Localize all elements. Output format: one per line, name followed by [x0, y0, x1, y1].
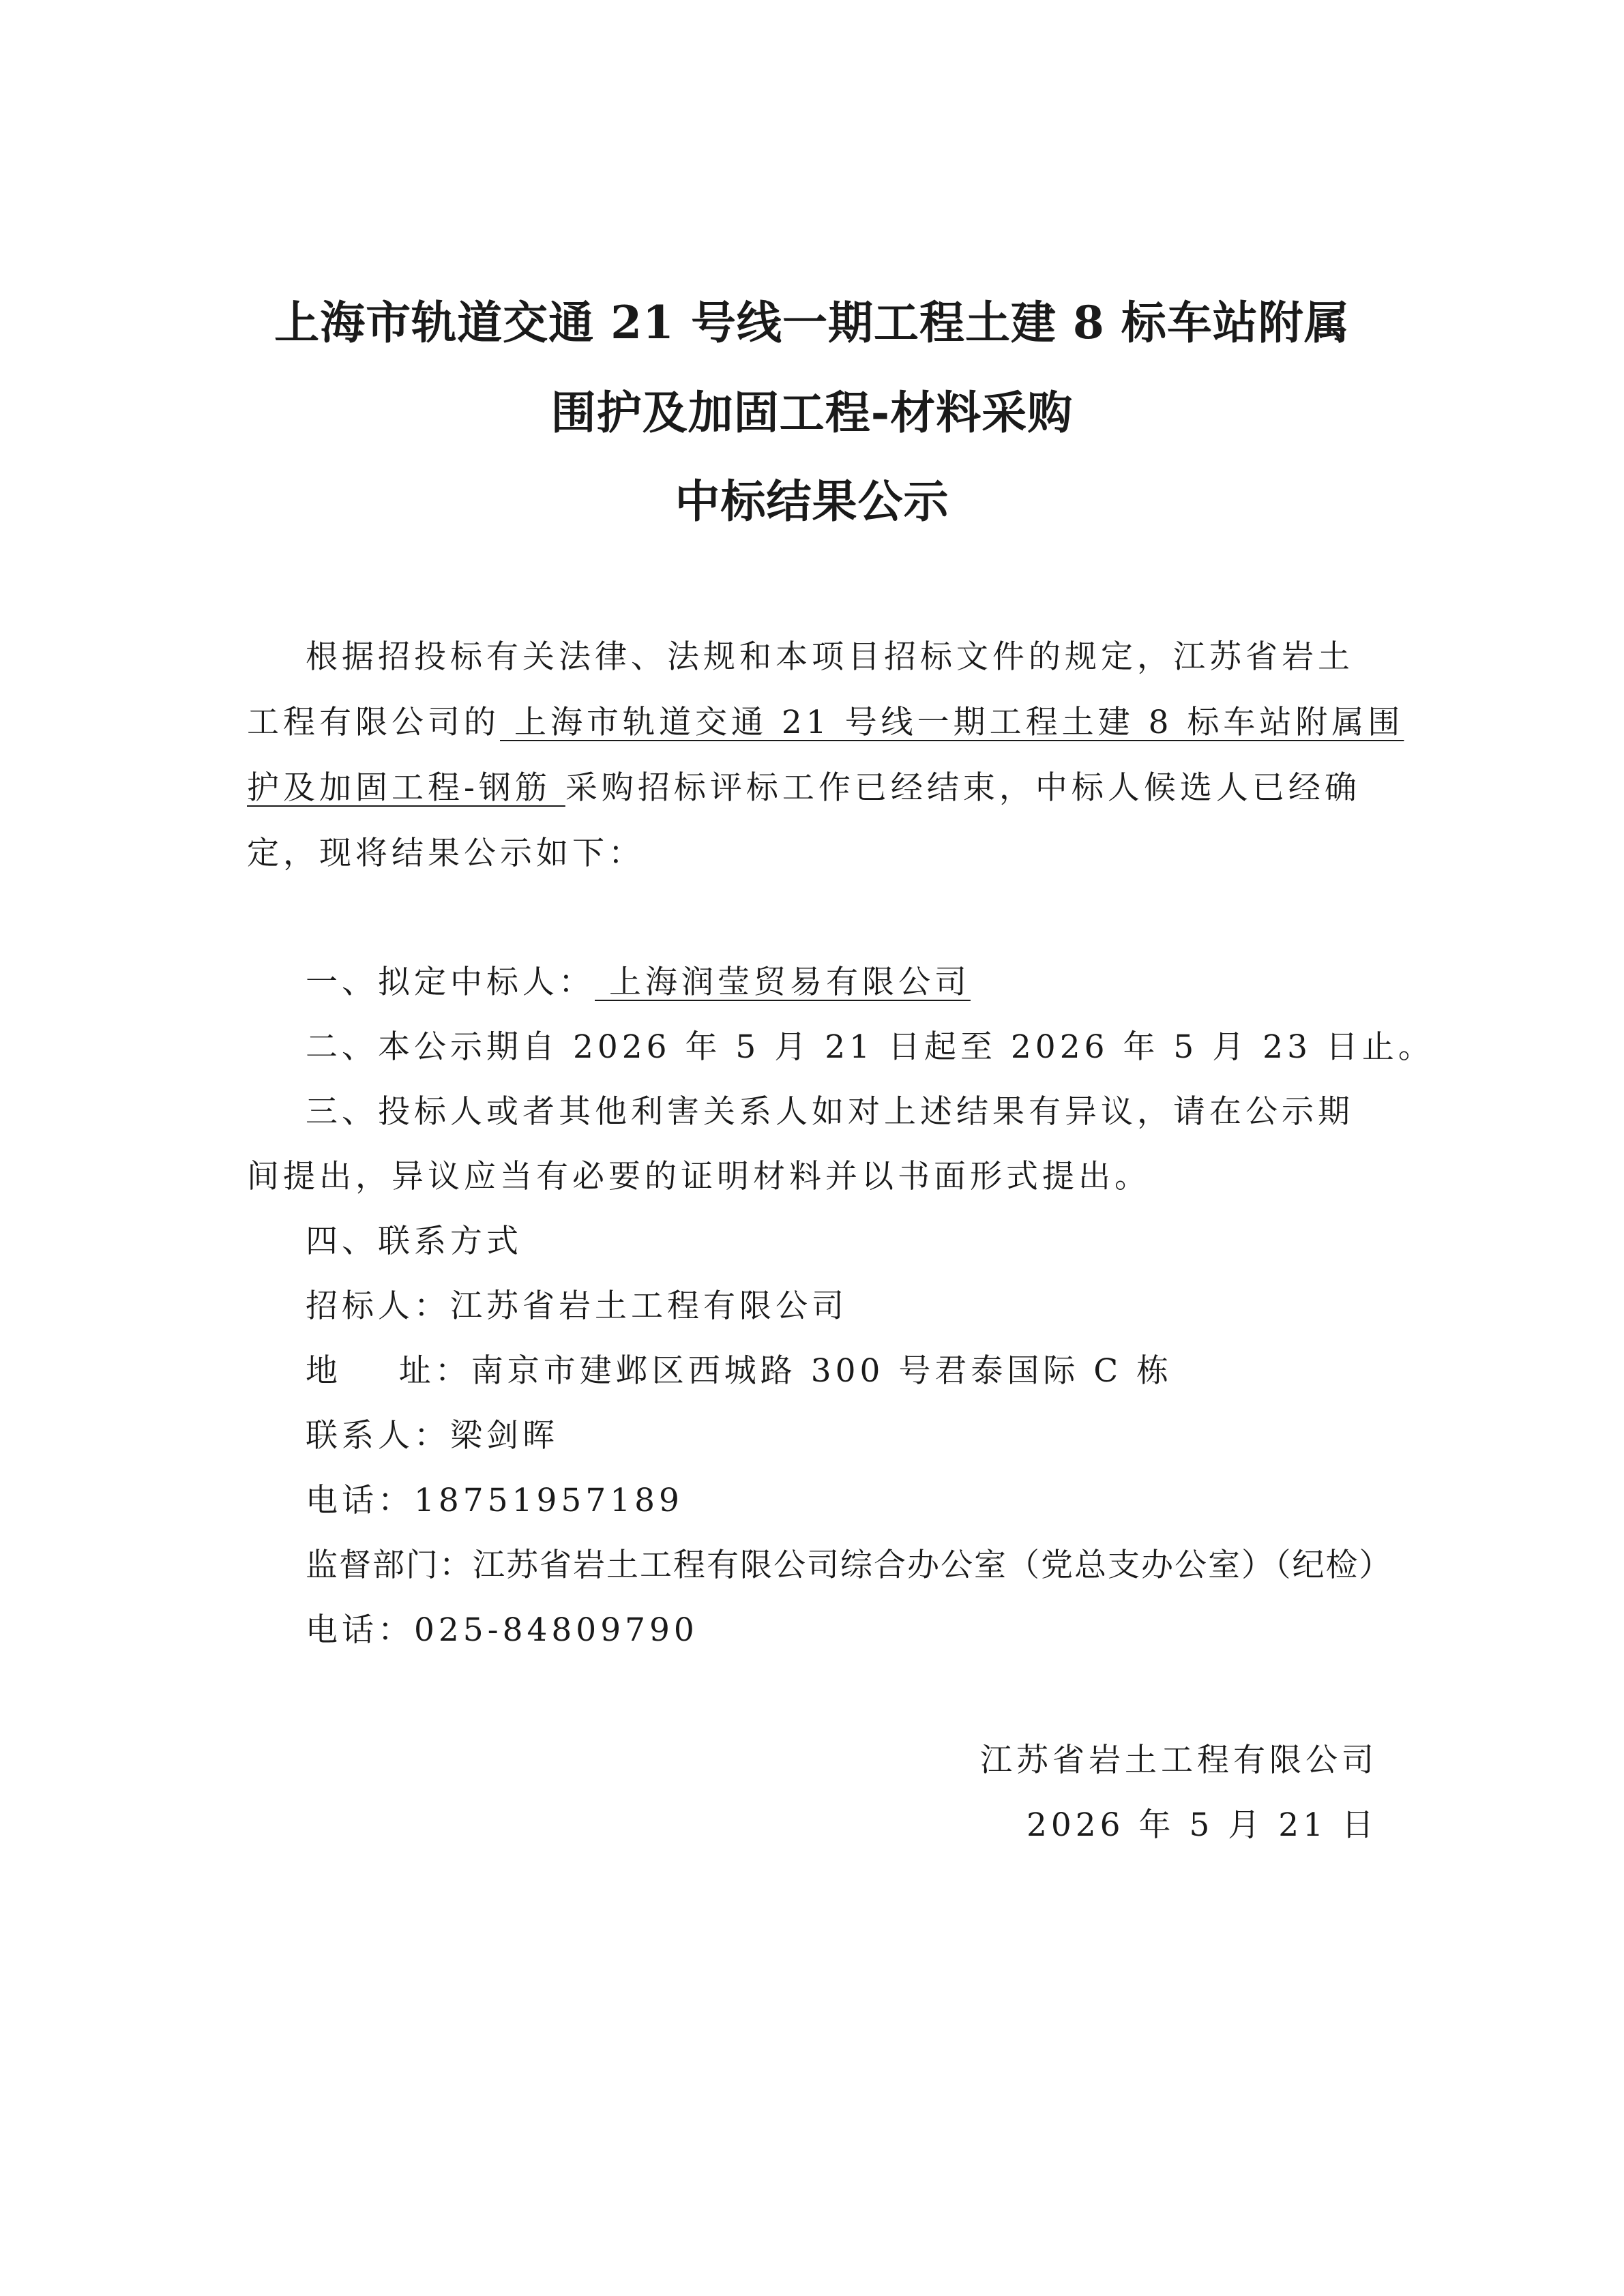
- intro-line-1: 根据招投标有关法律、法规和本项目招标文件的规定，江苏省岩土: [306, 638, 1354, 676]
- winner-line: [306, 964, 971, 1001]
- intro-line-2-prefix: 工程有限公司的: [247, 704, 500, 741]
- objection-line-2: 间提出，异议应当有必要的证明材料并以书面形式提出。: [247, 1158, 1151, 1195]
- intro-line-4: 定，现将结果公示如下：: [247, 835, 645, 872]
- contact-phone: 电话：18751957189: [306, 1482, 683, 1519]
- contact-person: 联系人：梁剑晖: [306, 1417, 559, 1455]
- winner-name: 上海润莹贸易有限公司: [595, 964, 971, 1001]
- signature-date: 2026 年 5 月 21 日: [1026, 1806, 1378, 1844]
- supervision-phone: 电话：025-84809790: [306, 1611, 698, 1649]
- project-name-part-2: 护及加固工程-钢筋: [247, 769, 565, 807]
- document-title-line-3: 中标结果公示: [675, 475, 949, 528]
- intro-line-3-suffix: 采购招标评标工作已经结束，中标人候选人已经确: [565, 769, 1361, 807]
- contact-heading: 四、联系方式: [306, 1223, 522, 1260]
- document-title-line-2: 围护及加固工程-材料采购: [550, 386, 1074, 439]
- publicity-period: 二、本公示期自 2026 年 5 月 21 日起至 2026 年 5 月 23 日止。: [306, 1028, 1434, 1066]
- intro-line-3: [247, 769, 1361, 807]
- address: 地 址：南京市建邺区西城路 300 号君泰国际 C 栋: [306, 1352, 1173, 1390]
- signature-company: 江苏省岩土工程有限公司: [980, 1742, 1378, 1779]
- project-name-part-1: 上海市轨道交通 21 号线一期工程土建 8 标车站附属围: [500, 704, 1404, 741]
- supervision-department: 监督部门：江苏省岩土工程有限公司综合办公室（党总支办公室）（纪检）: [306, 1547, 1393, 1584]
- document-title-line-1: 上海市轨道交通 21 号线一期工程土建 8 标车站附属: [274, 296, 1350, 349]
- winner-label: 一、拟定中标人：: [306, 964, 595, 1001]
- objection-line-1: 三、投标人或者其他利害关系人如对上述结果有异议，请在公示期: [306, 1093, 1354, 1131]
- tenderer: 招标人：江苏省岩土工程有限公司: [306, 1287, 848, 1325]
- intro-line-2: [247, 706, 1404, 739]
